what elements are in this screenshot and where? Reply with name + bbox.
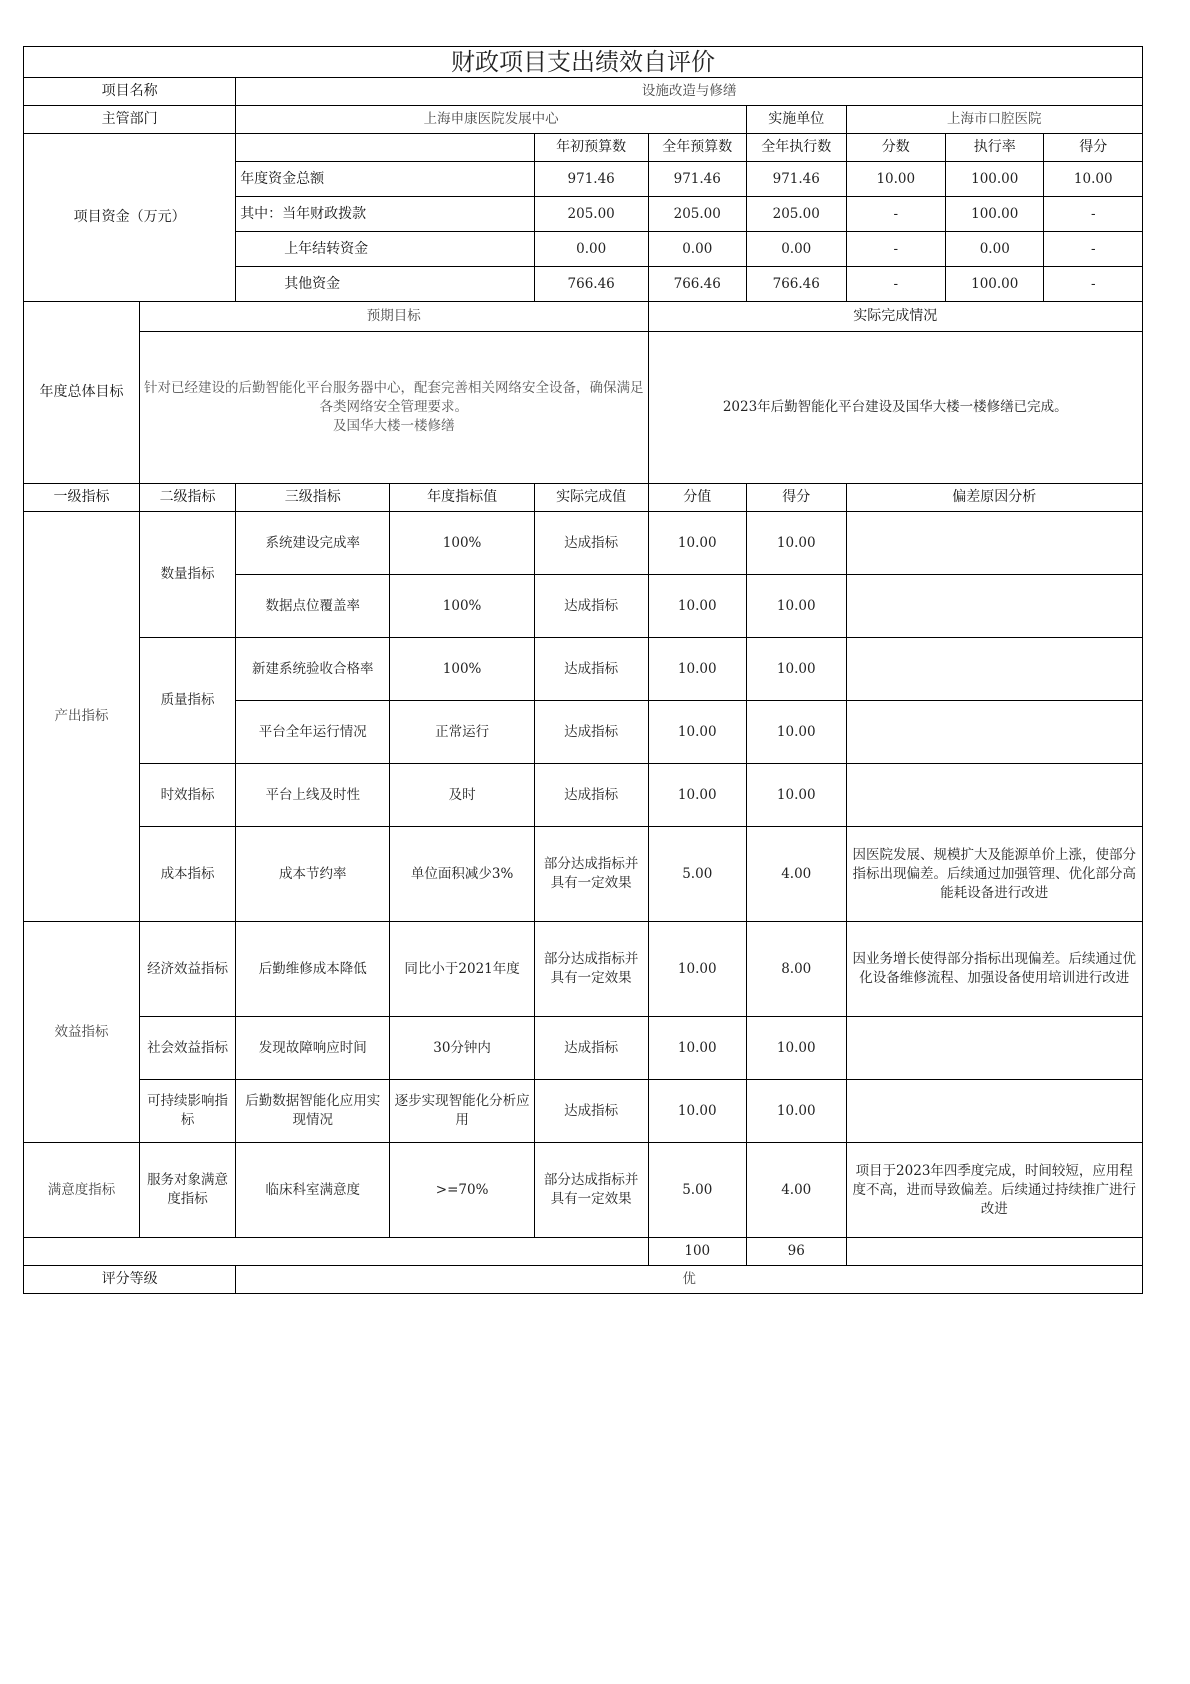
indicator-reason <box>846 1017 1143 1080</box>
level2-quantity: 数量指标 <box>139 512 235 638</box>
col-header-target: 年度指标值 <box>390 484 534 512</box>
indicator-score: 10.00 <box>746 764 846 827</box>
indicator-target: 100% <box>390 512 534 575</box>
funds-cell: - <box>1044 232 1143 267</box>
actual-completion-header: 实际完成情况 <box>648 302 1142 332</box>
indicator-target: 同比小于2021年度 <box>390 922 534 1017</box>
indicator-actual: 达成指标 <box>534 512 648 575</box>
funds-cell: 0.00 <box>534 232 648 267</box>
indicator-weight: 5.00 <box>648 1143 746 1238</box>
indicator-target: 30分钟内 <box>390 1017 534 1080</box>
indicator-score: 10.00 <box>746 1080 846 1143</box>
col-header-weight: 分值 <box>648 484 746 512</box>
indicator-name: 系统建设完成率 <box>236 512 390 575</box>
indicator-target: 100% <box>390 575 534 638</box>
indicator-weight: 10.00 <box>648 701 746 764</box>
funds-header-executed: 全年执行数 <box>746 134 846 162</box>
funds-row-label: 其他资金 <box>236 267 535 302</box>
indicator-score: 10.00 <box>746 701 846 764</box>
funds-cell: 205.00 <box>534 197 648 232</box>
indicator-name: 成本节约率 <box>236 827 390 922</box>
grade-value: 优 <box>236 1266 1143 1294</box>
indicator-actual: 达成指标 <box>534 1080 648 1143</box>
funds-cell: 971.46 <box>534 162 648 197</box>
indicator-name: 平台全年运行情况 <box>236 701 390 764</box>
funds-cell: 0.00 <box>946 232 1044 267</box>
funds-cell: 100.00 <box>946 267 1044 302</box>
indicator-name: 平台上线及时性 <box>236 764 390 827</box>
indicator-weight: 10.00 <box>648 638 746 701</box>
indicator-name: 后勤数据智能化应用实现情况 <box>236 1080 390 1143</box>
implementing-unit-value: 上海市口腔医院 <box>846 106 1143 134</box>
col-header-level3: 三级指标 <box>236 484 390 512</box>
funds-header-initial-budget: 年初预算数 <box>534 134 648 162</box>
indicator-name: 发现故障响应时间 <box>236 1017 390 1080</box>
col-header-actual: 实际完成值 <box>534 484 648 512</box>
indicator-target: 及时 <box>390 764 534 827</box>
indicator-reason <box>846 701 1143 764</box>
implementing-unit-label: 实施单位 <box>746 106 846 134</box>
indicator-score: 4.00 <box>746 1143 846 1238</box>
col-header-level2: 二级指标 <box>139 484 235 512</box>
department-label: 主管部门 <box>24 106 236 134</box>
funds-cell: 0.00 <box>648 232 746 267</box>
indicator-target: 正常运行 <box>390 701 534 764</box>
funds-cell: - <box>1044 197 1143 232</box>
funds-header-blank <box>236 134 535 162</box>
indicator-weight: 10.00 <box>648 512 746 575</box>
indicator-target: 100% <box>390 638 534 701</box>
indicator-score: 10.00 <box>746 638 846 701</box>
total-weight: 100 <box>648 1238 746 1266</box>
level2-sustainable: 可持续影响指标 <box>139 1080 235 1143</box>
indicator-name: 后勤维修成本降低 <box>236 922 390 1017</box>
total-score: 96 <box>746 1238 846 1266</box>
indicator-score: 8.00 <box>746 922 846 1017</box>
actual-completion-text: 2023年后勤智能化平台建设及国华大楼一楼修缮已完成。 <box>648 332 1142 484</box>
indicator-name: 数据点位覆盖率 <box>236 575 390 638</box>
indicator-reason <box>846 764 1143 827</box>
col-header-reason: 偏差原因分析 <box>846 484 1143 512</box>
indicator-score: 10.00 <box>746 512 846 575</box>
indicator-name: 临床科室满意度 <box>236 1143 390 1238</box>
level1-satisfaction: 满意度指标 <box>24 1143 140 1238</box>
col-header-score: 得分 <box>746 484 846 512</box>
page-title: 财政项目支出绩效自评价 <box>24 47 1143 78</box>
evaluation-sheet <box>23 46 1143 1294</box>
funds-header-score: 得分 <box>1044 134 1143 162</box>
indicator-reason <box>846 638 1143 701</box>
indicator-actual: 部分达成指标并具有一定效果 <box>534 827 648 922</box>
indicator-reason: 因医院发展、规模扩大及能源单价上涨，使部分指标出现偏差。后续通过加强管理、优化部分高能耗设备进行改进 <box>846 827 1143 922</box>
funds-cell: 0.00 <box>746 232 846 267</box>
indicator-reason: 项目于2023年四季度完成，时间较短，应用程度不高，进而导致偏差。后续通过持续推广进行改进 <box>846 1143 1143 1238</box>
indicator-weight: 10.00 <box>648 1080 746 1143</box>
indicator-weight: 10.00 <box>648 922 746 1017</box>
indicator-score: 4.00 <box>746 827 846 922</box>
indicator-reason <box>846 512 1143 575</box>
project-name-label: 项目名称 <box>24 78 236 106</box>
indicator-actual: 部分达成指标并具有一定效果 <box>534 1143 648 1238</box>
indicator-actual: 达成指标 <box>534 638 648 701</box>
funds-cell: 766.46 <box>746 267 846 302</box>
funds-cell: 205.00 <box>648 197 746 232</box>
funds-cell: - <box>846 267 946 302</box>
indicator-target: 单位面积减少3% <box>390 827 534 922</box>
col-header-level1: 一级指标 <box>24 484 140 512</box>
indicator-target: 逐步实现智能化分析应用 <box>390 1080 534 1143</box>
funds-row-label: 上年结转资金 <box>236 232 535 267</box>
project-name-value: 设施改造与修缮 <box>236 78 1143 106</box>
funds-cell: 766.46 <box>648 267 746 302</box>
funds-cell: 100.00 <box>946 197 1044 232</box>
funds-cell: 766.46 <box>534 267 648 302</box>
indicator-actual: 达成指标 <box>534 575 648 638</box>
indicator-actual: 达成指标 <box>534 764 648 827</box>
funds-cell: - <box>846 232 946 267</box>
level2-social: 社会效益指标 <box>139 1017 235 1080</box>
level1-output: 产出指标 <box>24 512 140 922</box>
level1-benefit: 效益指标 <box>24 922 140 1143</box>
funds-cell: 100.00 <box>946 162 1044 197</box>
level2-cost: 成本指标 <box>139 827 235 922</box>
funds-header-points: 分数 <box>846 134 946 162</box>
funds-cell: 971.46 <box>648 162 746 197</box>
indicator-name: 新建系统验收合格率 <box>236 638 390 701</box>
expected-goal-header: 预期目标 <box>139 302 648 332</box>
funds-cell: 10.00 <box>1044 162 1143 197</box>
indicator-score: 10.00 <box>746 1017 846 1080</box>
funds-label: 项目资金（万元） <box>24 134 236 302</box>
level2-economic: 经济效益指标 <box>139 922 235 1017</box>
funds-row-label: 年度资金总额 <box>236 162 535 197</box>
department-value: 上海申康医院发展中心 <box>236 106 747 134</box>
funds-row-label: 其中：当年财政拨款 <box>236 197 535 232</box>
indicator-target: >=70% <box>390 1143 534 1238</box>
indicator-weight: 10.00 <box>648 575 746 638</box>
indicator-actual: 达成指标 <box>534 701 648 764</box>
indicator-weight: 10.00 <box>648 764 746 827</box>
totals-blank <box>24 1238 649 1266</box>
level2-quality: 质量指标 <box>139 638 235 764</box>
indicator-score: 10.00 <box>746 575 846 638</box>
indicator-reason <box>846 1080 1143 1143</box>
funds-cell: 971.46 <box>746 162 846 197</box>
level2-service: 服务对象满意度指标 <box>139 1143 235 1238</box>
funds-cell: 205.00 <box>746 197 846 232</box>
indicator-actual: 部分达成指标并具有一定效果 <box>534 922 648 1017</box>
totals-blank-right <box>846 1238 1143 1266</box>
grade-label: 评分等级 <box>24 1266 236 1294</box>
evaluation-table <box>23 46 1143 1294</box>
funds-cell: - <box>1044 267 1143 302</box>
indicator-actual: 达成指标 <box>534 1017 648 1080</box>
funds-header-execution-rate: 执行率 <box>946 134 1044 162</box>
funds-header-annual-budget: 全年预算数 <box>648 134 746 162</box>
indicator-weight: 5.00 <box>648 827 746 922</box>
expected-goal-text: 针对已经建设的后勤智能化平台服务器中心，配套完善相关网络安全设备，确保满足各类网络安全管理要求。 及国华大楼一楼修缮 <box>139 332 648 484</box>
annual-goal-label: 年度总体目标 <box>24 302 140 484</box>
funds-cell: 10.00 <box>846 162 946 197</box>
indicator-weight: 10.00 <box>648 1017 746 1080</box>
level2-timeliness: 时效指标 <box>139 764 235 827</box>
funds-cell: - <box>846 197 946 232</box>
indicator-reason: 因业务增长使得部分指标出现偏差。后续通过优化设备维修流程、加强设备使用培训进行改进 <box>846 922 1143 1017</box>
indicator-reason <box>846 575 1143 638</box>
